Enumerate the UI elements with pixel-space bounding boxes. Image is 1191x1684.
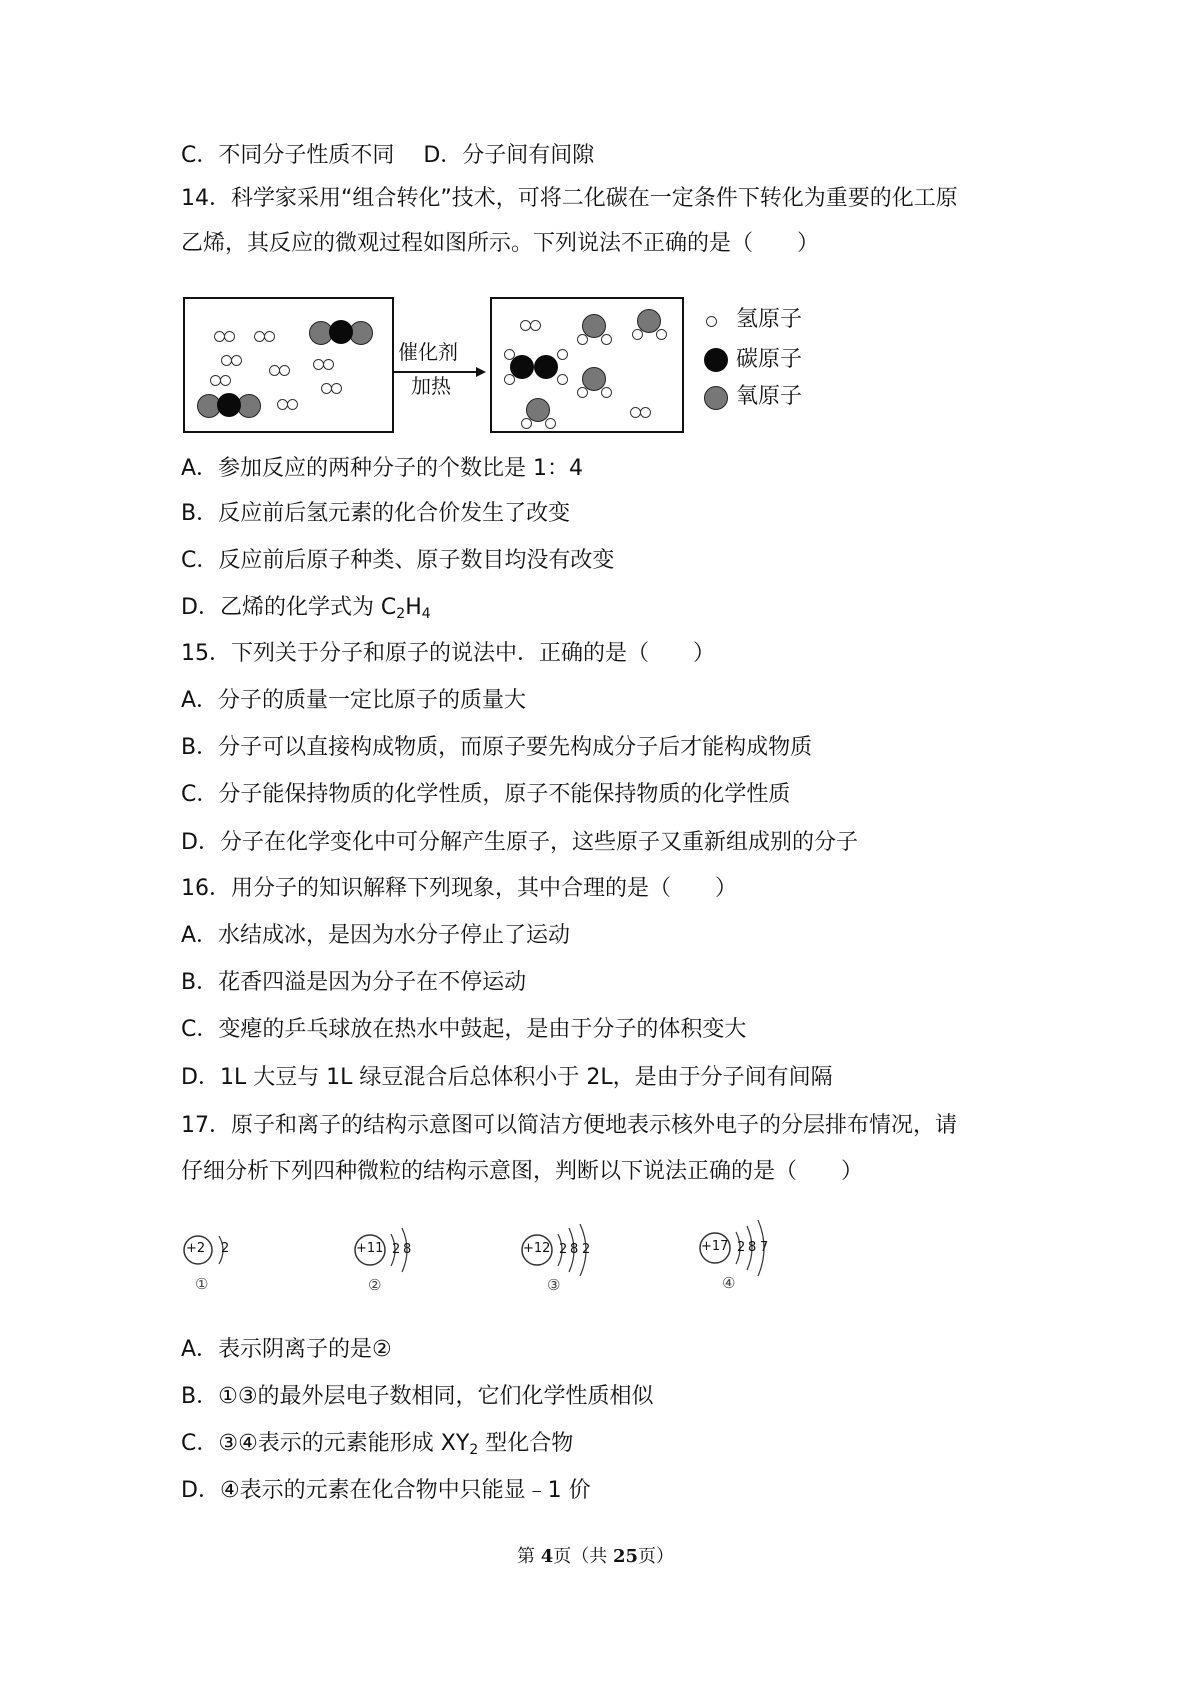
q17-option-a: A．表示阴离子的是② [181,1337,392,1362]
q14-option-d-text: D．乙烯的化学式为 C [181,595,397,620]
footer-pre: 第 [516,1546,541,1567]
hydrogen-atom [264,331,275,342]
formula-h: H [405,595,422,620]
q17-option-c-text: C．③④表示的元素能形成 XY [181,1431,470,1456]
hydrogen-atom [656,329,667,340]
structure-2-shells [352,1226,452,1296]
hydrogen-atom [331,383,342,394]
structure-4-shells [697,1218,807,1294]
subscript: 2 [469,1442,479,1458]
hydrogen-atom [224,331,235,342]
carbon-atom [510,355,534,379]
hydrogen-atom [279,365,290,376]
structure-2 [352,1226,452,1296]
q16-option-d: D．1L 大豆与 1L 绿豆混合后总体积小于 2L，是由于分子间有间隔 [181,1065,833,1090]
electron-count: 2 [392,1242,401,1257]
hydrogen-legend-icon [706,316,717,327]
electron-count: 2 [559,1242,568,1257]
electron-count: 8 [748,1240,757,1255]
hydrogen-atom [601,387,612,398]
q17-option-c-suffix: 型化合物 [478,1431,574,1456]
legend-hydrogen: 氢原子 [736,307,803,332]
q14-option-c: C．反应前后原子种类、原子数目均没有改变 [181,548,615,573]
structure-label: ② [368,1276,382,1294]
nucleus-charge: +17 [701,1239,729,1254]
q16-option-a: A．水结成冰，是因为水分子停止了运动 [181,923,571,948]
carbon-legend-icon [704,348,728,372]
hydrogen-atom [577,334,588,345]
electron-count: 2 [737,1240,746,1255]
oxygen-legend-icon [704,386,728,410]
nucleus-charge: +11 [356,1241,384,1256]
structure-label: ① [195,1275,209,1293]
legend-oxygen: 氧原子 [736,384,803,409]
hydrogen-atom [640,407,651,418]
q16-option-c: C．变瘪的乒乓球放在热水中鼓起，是由于分子的体积变大 [181,1017,747,1042]
q14-option-d [181,593,431,623]
structure-3 [519,1224,629,1296]
q17-option-b: B．①③的最外层电子数相同，它们化学性质相似 [181,1384,654,1409]
q17-stem-line2: 仔细分析下列四种微粒的结构示意图，判断以下说法正确的是（ ） [181,1159,864,1184]
electron-count: 8 [570,1242,579,1257]
carbon-atom [329,320,353,344]
hydrogen-atom [323,359,334,370]
hydrogen-atom [632,329,643,340]
nucleus-charge: +2 [186,1241,206,1256]
q15-option-b: B．分子可以直接构成物质，而原子要先构成分子后才能构成物质 [181,735,813,760]
q15-option-c: C．分子能保持物质的化学性质，原子不能保持物质的化学性质 [181,782,791,807]
page-number: 4 [540,1546,554,1567]
electron-count: 8 [403,1242,412,1257]
electron-count: 7 [760,1240,769,1255]
hydrogen-atom [530,320,541,331]
q15-stem: 15．下列关于分子和原子的说法中．正确的是（ ） [181,641,715,666]
structure-label: ④ [722,1274,736,1292]
q16-option-b: B．花香四溢是因为分子在不停运动 [181,970,527,995]
carbon-atom [534,355,558,379]
q14-option-a: A．参加反应的两种分子的个数比是 1：4 [181,456,584,481]
page-footer [0,1542,1191,1568]
q15-option-d: D．分子在化学变化中可分解产生原子，这些原子又重新组成别的分子 [181,830,858,855]
structure-1 [181,1232,261,1296]
reactants-box [183,297,394,433]
condition-heating: 加热 [411,374,451,398]
structure-label: ③ [547,1276,561,1294]
hydrogen-atom [577,387,588,398]
hydrogen-atom [521,418,532,429]
q17-stem-line1: 17．原子和离子的结构示意图可以简洁方便地表示核外电子的分层排布情况，请 [181,1113,957,1138]
nucleus-charge: +12 [523,1241,551,1256]
hydrogen-atom [557,349,568,360]
q14-stem-line2: 乙烯，其反应的微观过程如图所示。下列说法不正确的是（ ） [181,231,820,256]
subscript: 2 [396,606,406,622]
total-pages: 25 [612,1546,639,1567]
hydrogen-atom [220,375,231,386]
q17-option-d: D．④表示的元素在化合物中只能显﹣1 价 [181,1478,591,1503]
legend-carbon: 碳原子 [736,347,803,372]
products-box [490,297,684,433]
subscript: 4 [421,606,431,622]
q13-options-cd: C．不同分子性质不同 D．分子间有间隙 [181,143,595,168]
q14-option-b: B．反应前后氢元素的化合价发生了改变 [181,501,571,526]
hydrogen-atom [557,374,568,385]
structure-3-shells [519,1224,629,1296]
footer-post: 页） [638,1546,675,1567]
electron-count: 2 [221,1241,230,1256]
q14-stem-line1: 14．科学家采用“组合转化”技术，可将二化碳在一定条件下转化为重要的化工原 [181,186,958,211]
q16-stem: 16．用分子的知识解释下列现象，其中合理的是（ ） [181,876,737,901]
hydrogen-atom [287,399,298,410]
carbon-atom [217,393,241,417]
hydrogen-atom [601,334,612,345]
hydrogen-atom [545,418,556,429]
structure-4 [697,1218,807,1294]
q15-option-a: A．分子的质量一定比原子的质量大 [181,688,527,713]
footer-mid: 页（共 [553,1546,613,1567]
condition-catalyst: 催化剂 [398,340,458,364]
hydrogen-atom [231,355,242,366]
electron-count: 2 [582,1242,591,1257]
q17-option-c [181,1429,573,1459]
